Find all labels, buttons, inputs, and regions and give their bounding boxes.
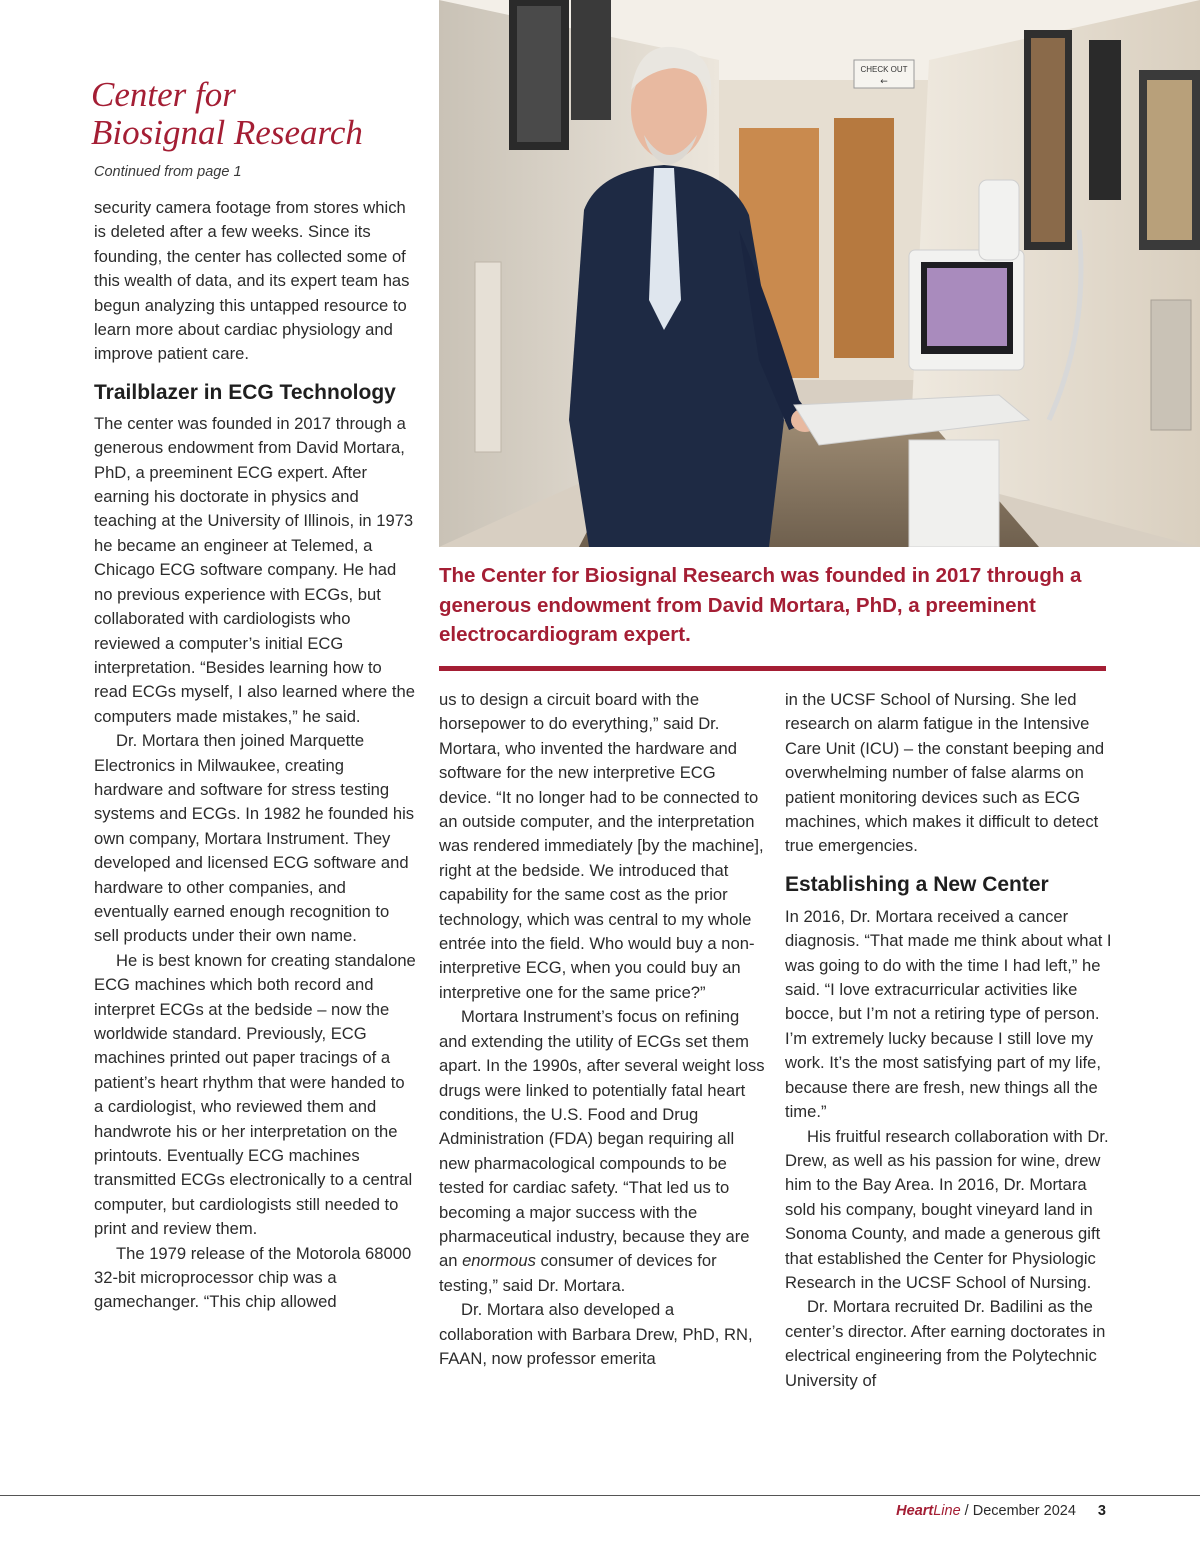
paragraph: His fruitful research collaboration with Dr. Drew, as well as his passion for wine, drew him to the Bay Area. In 2016, Dr. Mortara sold his company, bought vineyard land in Sonoma County, and made a generous gift that established the Center for Physiologic Research in the UCSF School of Nursing. [785, 1126, 1109, 1292]
section-heading: Trailblazer in ECG Technology [94, 380, 396, 404]
article-photo [439, 0, 1200, 547]
paragraph-text: consumer of devices for testing,” said Dr. Mortara. [439, 1251, 717, 1295]
publication-name-line: Line [933, 1503, 961, 1519]
svg-text:←: ← [880, 77, 888, 87]
paragraph: Dr. Mortara then joined Marquette Electronics in Milwaukee, creating hardware and software for stress testing systems and ECGs. In 1982 he founded his own company, Mortara Instrument. They developed and licensed ECG software and hardware to other companies, and eventually earned enough recognition to sell products under their own name. [94, 731, 415, 946]
title-line-1: Center for [91, 75, 236, 114]
page-title [91, 76, 421, 152]
photo-caption: The Center for Biosignal Research was founded in 2017 through a generous endowment from David Mortara, PhD, a preeminent electrocardiogram expert. [439, 564, 1082, 646]
photo-illustration [439, 0, 1200, 547]
page-number: 3 [1097, 1503, 1106, 1519]
caption-divider [439, 666, 1106, 671]
publication-name-heart: Heart [896, 1503, 934, 1519]
paragraph [439, 1005, 765, 1298]
column-middle [439, 688, 765, 1371]
paragraph: us to design a circuit board with the horsepower to do everything,” said Dr. Mortara, who invented the hardware and software for the new interpretive ECG device. “It no longer had to be connected to an outside computer, and the interpretation was rendered immediately [by the machine], right at the bedside. We introduced that capability for the same cost as the prior technology, which was central to my whole entrée into the field. Who would buy a non-interpretive ECG, when you could buy an interpretive one for the same price?” [439, 690, 764, 1002]
paragraph-text: Mortara Instrument’s focus on refining and extending the utility of ECGs set them apart. In the 1990s, after several weight loss drugs were linked to potentially fatal heart conditions, the U.S. Food and Drug Administration (FDA) began requiring all new pharmacological compounds to be tested for cardiac safety. “That led us to becoming a major success with the pharmaceutical industry, because they are an [439, 1007, 765, 1271]
column-right [785, 688, 1115, 1393]
paragraph: In 2016, Dr. Mortara received a cancer diagnosis. “That made me think about what I was going to do with the time I had left,” he said. “I love extracurricular activities like bocce, but I’m not a retiring type of person. I’m extremely lucky because I still love my work. It’s the most satisfying part of my life, because there are fresh, new things all the time.” [785, 906, 1112, 1122]
footer-divider [0, 1495, 1200, 1496]
column-left [94, 196, 416, 1315]
paragraph: The center was founded in 2017 through a generous endowment from David Mortara, PhD, a preeminent ECG expert. After earning his doctorate in physics and teaching at the University of Illinois, in 1973 he became an engineer at Telemed, a Chicago ECG software company. He had no previous experience with ECGs, but collaborated with cardiologists who reviewed a computer’s initial ECG interpretation. “Besides learning how to read ECGs myself, I also learned where the computers made mistakes,” he said. [94, 413, 415, 726]
page-footer [896, 1503, 1106, 1519]
paragraph: He is best known for creating standalone ECG machines which both record and interpret ECGs at the bedside – now the worldwide standard. Previously, ECG machines printed out paper tracings of a patient’s heart rhythm that were handed to a cardiologist, who reviewed them and handwrote his or her interpretation on the printouts. Eventually ECG machines transmitted ECGs electronically to a central computer, but cardiologists still needed to print and review them. [94, 950, 416, 1239]
paragraph: The 1979 release of the Motorola 68000 32-bit microprocessor chip was a gamechanger. “This chip allowed [94, 1243, 412, 1312]
section-heading: Establishing a New Center [785, 872, 1049, 896]
title-line-2: Biosignal Research [91, 113, 363, 152]
paragraph: security camera footage from stores which is deleted after a few weeks. Since its founding, the center has collected some of this wealth of data, and its expert team has begun analyzing this untapped resource to learn more about cardiac physiology and improve patient care. [94, 198, 410, 364]
paragraph: Dr. Mortara also developed a collaboration with Barbara Drew, PhD, RN, FAAN, now professor emerita [439, 1300, 753, 1368]
emphasis: enormous [462, 1251, 536, 1271]
paragraph: Dr. Mortara recruited Dr. Badilini as the center’s director. After earning doctorates in electrical engineering from the Polytechnic University of [785, 1297, 1106, 1390]
continued-note: Continued from page 1 [94, 164, 242, 180]
issue-date: / December 2024 [960, 1503, 1076, 1519]
checkout-sign: CHECK OUT [860, 65, 908, 74]
paragraph: in the UCSF School of Nursing. She led research on alarm fatigue in the Intensive Care Unit (ICU) – the constant beeping and overwhelming number of false alarms on patient monitoring devices such as ECG machines, which makes it difficult to detect true emergencies. [785, 690, 1105, 856]
